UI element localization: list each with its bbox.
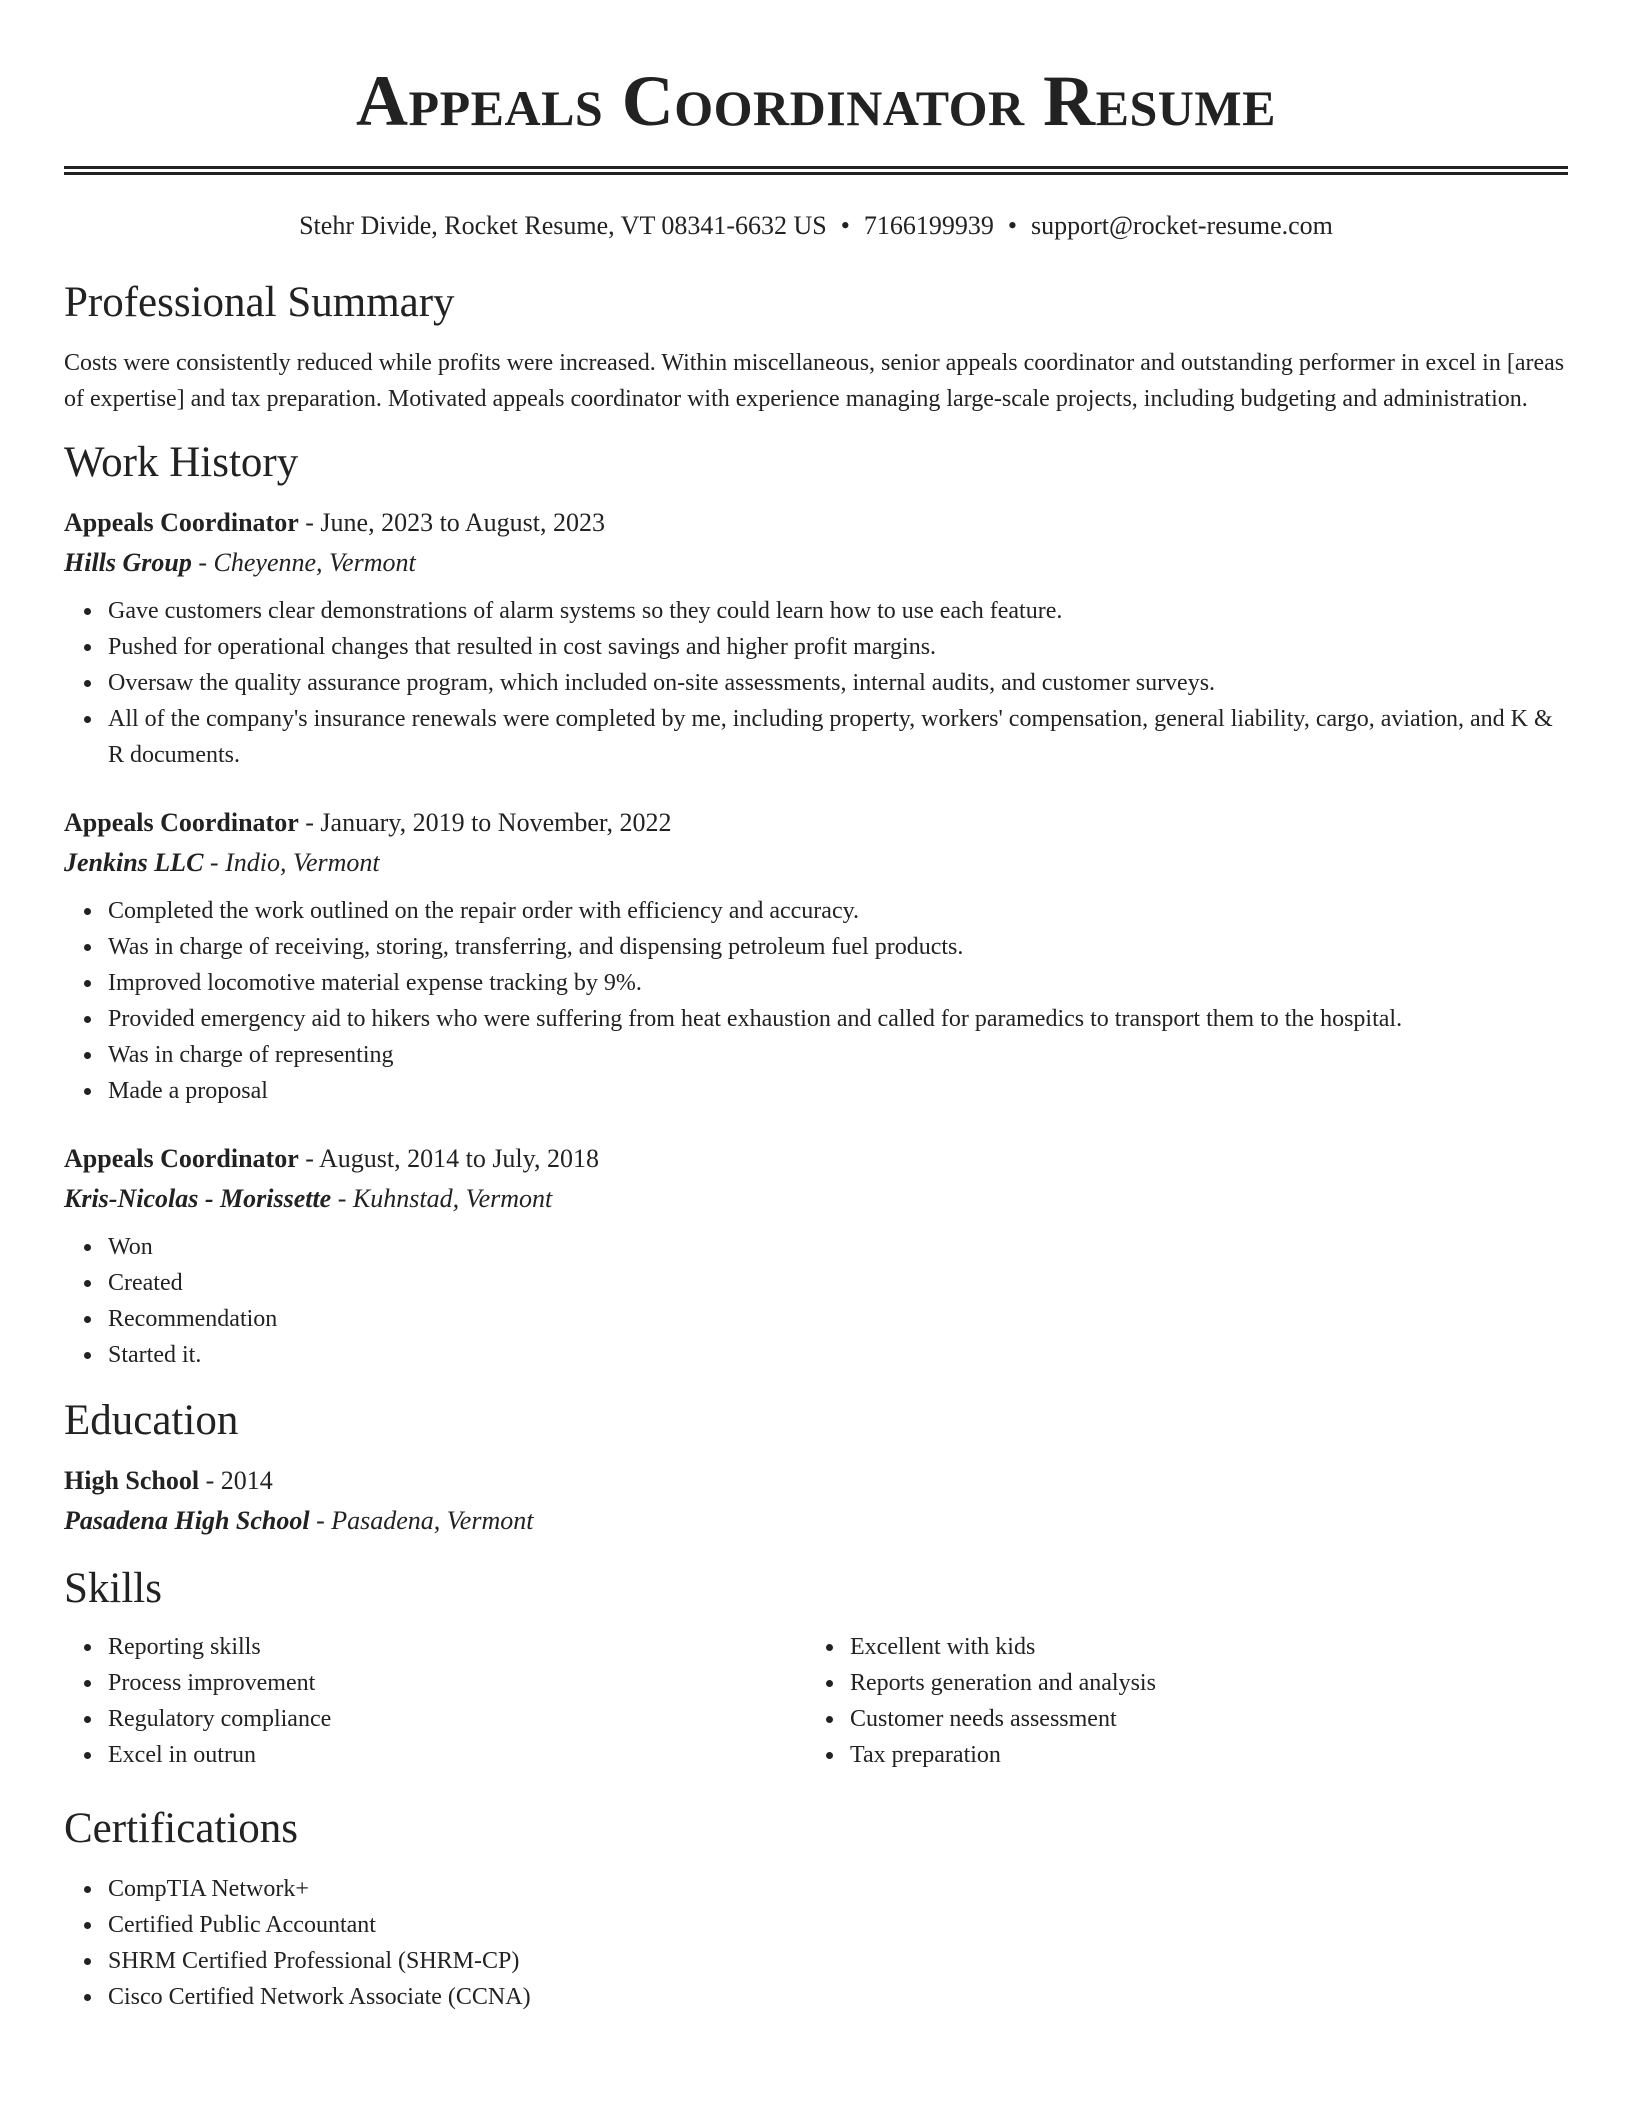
job-bullet: Created [108, 1265, 1568, 1301]
contact-line [64, 209, 1568, 243]
education-location: - Pasadena, Vermont [309, 1506, 534, 1535]
job-location: - Kuhnstad, Vermont [331, 1184, 553, 1213]
job-bullet: Started it. [108, 1337, 1568, 1373]
certification-item: SHRM Certified Professional (SHRM-CP) [108, 1943, 1568, 1979]
work-history-heading: Work History [64, 439, 299, 486]
job-entry [64, 803, 1568, 1109]
job-title-line [64, 1139, 1568, 1179]
job-dates: - August, 2014 to July, 2018 [298, 1144, 599, 1173]
job-bullet: Made a proposal [108, 1073, 1568, 1109]
job-bullet: Gave customers clear demonstrations of alarm systems so they could learn how to use each feature. [108, 593, 1568, 629]
job-dates: - January, 2019 to November, 2022 [298, 808, 672, 837]
page-title: Appeals Coordinator Resume [356, 61, 1276, 141]
certifications-list [64, 1871, 1568, 2015]
job-bullet: Pushed for operational changes that resulted in cost savings and higher profit margins. [108, 629, 1568, 665]
skill-item: Regulatory compliance [108, 1701, 806, 1737]
job-title-line [64, 803, 1568, 843]
education-school-line [64, 1501, 1568, 1541]
job-bullet: Won [108, 1229, 1568, 1265]
job-bullet: Oversaw the quality assurance program, which included on-site assessments, internal audits, and customer surveys. [108, 665, 1568, 701]
job-bullets [64, 593, 1568, 773]
job-company-line [64, 543, 1568, 583]
skills-column-left [64, 1629, 806, 1773]
job-title-line [64, 503, 1568, 543]
summary-text: Costs were consistently reduced while profits were increased. Within miscellaneous, senior appeals coordinator and outstanding performer in excel in [areas of expertise] and tax preparation. Motivated appeals coordinator with experience managing large-scale projects, including budgeting and administration. [64, 350, 1565, 412]
job-dates: - June, 2023 to August, 2023 [298, 508, 605, 537]
education-school: Pasadena High School [64, 1506, 310, 1535]
job-title: Appeals Coordinator [64, 508, 299, 537]
job-bullet: Was in charge of receiving, storing, transferring, and dispensing petroleum fuel products. [108, 929, 1568, 965]
education-entry [64, 1461, 1568, 1541]
job-title: Appeals Coordinator [64, 1144, 299, 1173]
certification-item: Cisco Certified Network Associate (CCNA) [108, 1979, 1568, 2015]
education-year: - 2014 [199, 1466, 273, 1495]
skill-item: Customer needs assessment [850, 1701, 1548, 1737]
job-company: Kris-Nicolas - Morissette [64, 1184, 332, 1213]
job-bullet: Was in charge of representing [108, 1037, 1568, 1073]
job-location: - Indio, Vermont [203, 848, 380, 877]
summary-heading: Professional Summary [64, 279, 455, 326]
contact-separator: • [1007, 211, 1017, 240]
education-degree-line [64, 1461, 1568, 1501]
skill-item: Excel in outrun [108, 1737, 806, 1773]
title-double-rule [64, 166, 1568, 175]
skill-item: Reports generation and analysis [850, 1665, 1548, 1701]
education-degree: High School [64, 1466, 200, 1495]
work-history-list [64, 503, 1568, 1373]
job-bullets [64, 893, 1568, 1109]
education-heading: Education [64, 1397, 239, 1444]
job-bullet: Provided emergency aid to hikers who were suffering from heat exhaustion and called for paramedics to transport them to the hospital. [108, 1001, 1568, 1037]
skill-item: Excellent with kids [850, 1629, 1548, 1665]
certification-item: Certified Public Accountant [108, 1907, 1568, 1943]
skill-item: Process improvement [108, 1665, 806, 1701]
skill-item: Tax preparation [850, 1737, 1548, 1773]
skills-grid [64, 1629, 1568, 1773]
skills-heading: Skills [64, 1565, 162, 1612]
job-title: Appeals Coordinator [64, 808, 299, 837]
job-company-line [64, 843, 1568, 883]
job-bullets [64, 1229, 1568, 1373]
certification-item: CompTIA Network+ [108, 1871, 1568, 1907]
job-entry [64, 503, 1568, 773]
job-entry [64, 1139, 1568, 1373]
job-company: Jenkins LLC [64, 848, 204, 877]
job-bullet: Recommendation [108, 1301, 1568, 1337]
contact-phone: 7166199939 [863, 211, 994, 240]
job-company: Hills Group [64, 548, 192, 577]
skills-column-right [806, 1629, 1548, 1773]
job-location: - Cheyenne, Vermont [191, 548, 416, 577]
contact-address: Stehr Divide, Rocket Resume, VT 08341-6632 US [299, 211, 827, 240]
contact-separator: • [840, 211, 850, 240]
job-bullet: Completed the work outlined on the repair order with efficiency and accuracy. [108, 893, 1568, 929]
certifications-heading: Certifications [64, 1805, 299, 1852]
contact-email: support@rocket-resume.com [1030, 211, 1333, 240]
job-bullet: Improved locomotive material expense tracking by 9%. [108, 965, 1568, 1001]
skill-item: Reporting skills [108, 1629, 806, 1665]
job-bullet: All of the company's insurance renewals were completed by me, including property, workers' compensation, general liability, cargo, aviation, and K & R documents. [108, 701, 1568, 773]
job-company-line [64, 1179, 1568, 1219]
